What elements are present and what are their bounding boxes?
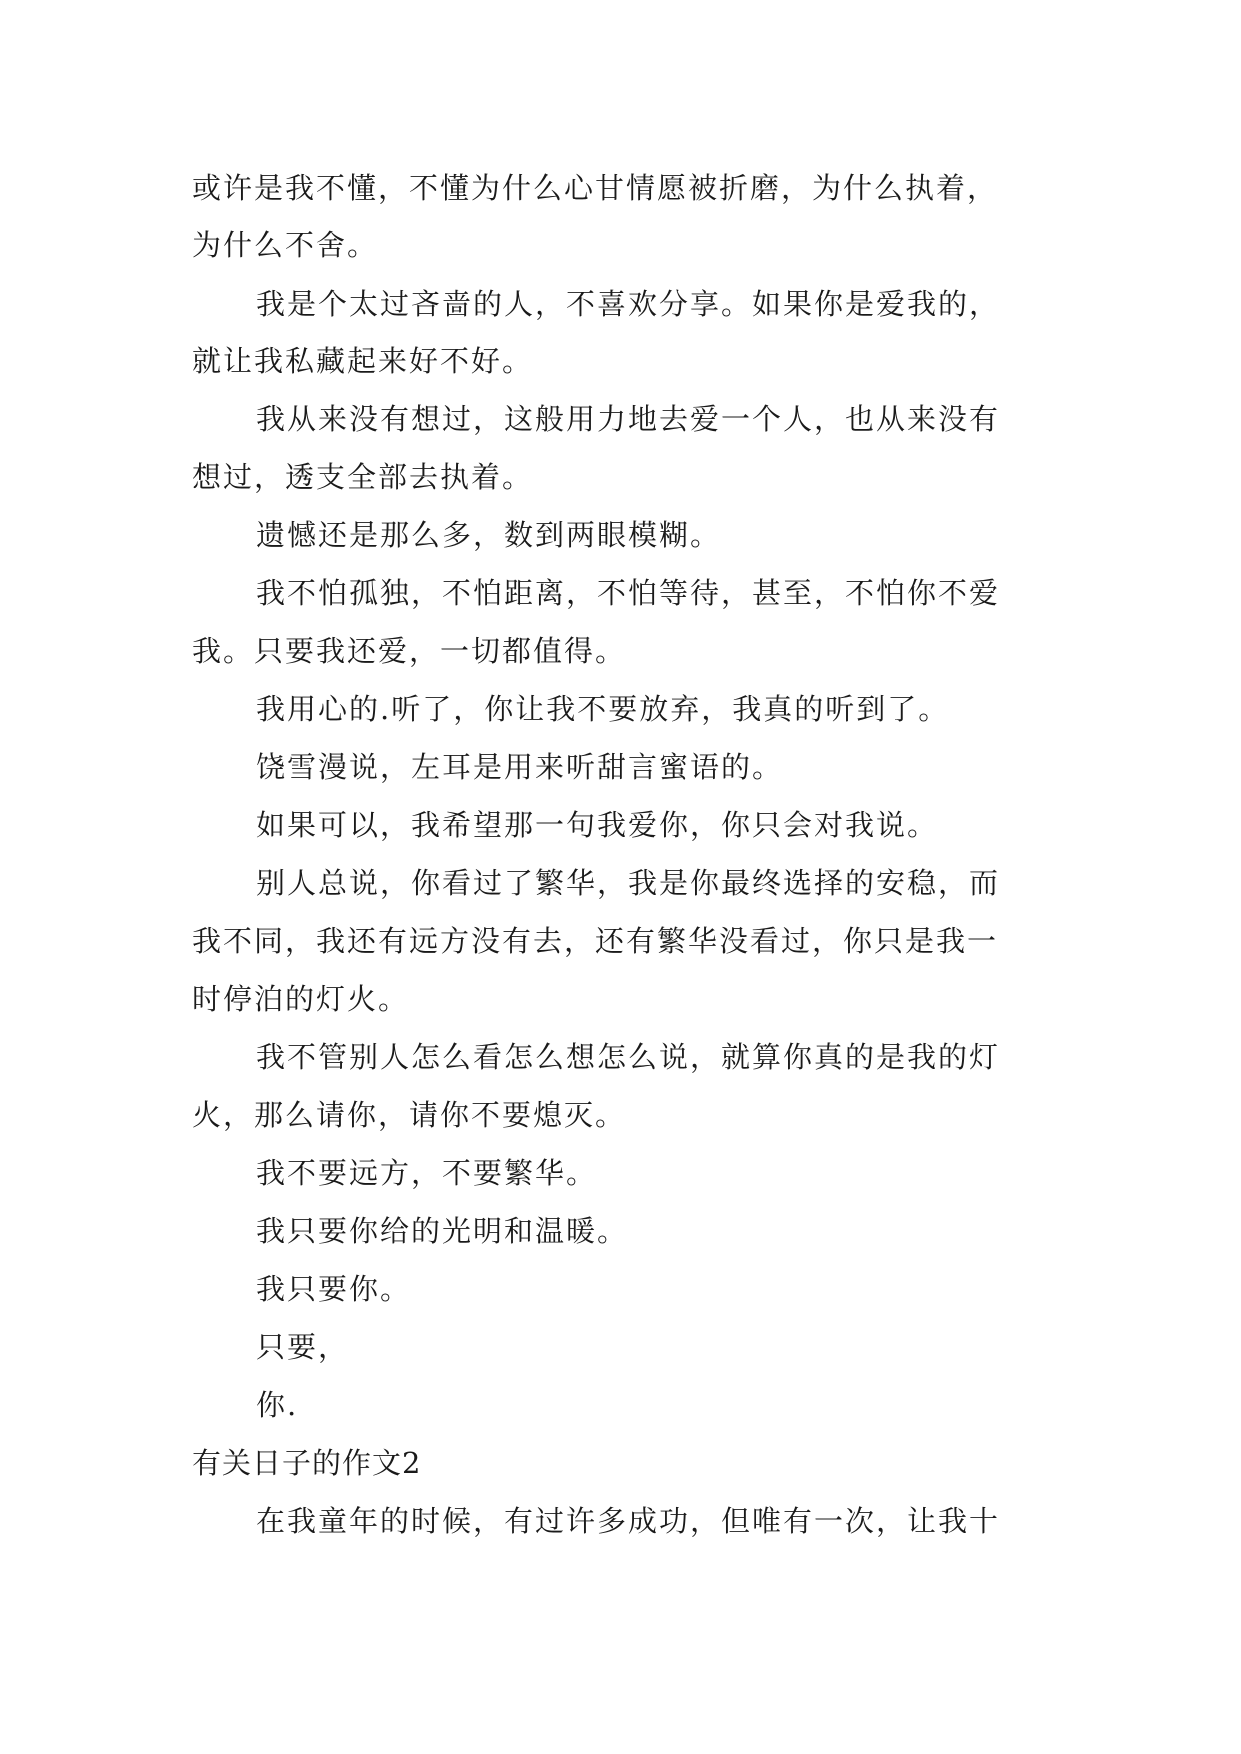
paragraph-line: 或许是我不懂，不懂为什么心甘情愿被折磨，为什么执着， — [192, 171, 999, 205]
paragraph-line: 别人总说，你看过了繁华，我是你最终选择的安稳，而 — [256, 866, 1001, 900]
paragraph-line: 我用心的.听了，你让我不要放弃，我真的听到了。 — [256, 692, 950, 726]
paragraph-line: 我不要远方，不要繁华。 — [256, 1156, 598, 1190]
paragraph-line: 时停泊的灯火。 — [192, 982, 410, 1016]
paragraph-line: 饶雪漫说，左耳是用来听甜言蜜语的。 — [256, 750, 784, 784]
paragraph-line: 就让我私藏起来好不好。 — [192, 344, 534, 378]
paragraph-line: 我不怕孤独，不怕距离，不怕等待，甚至，不怕你不爱 — [256, 576, 1001, 610]
paragraph-line: 遗憾还是那么多，数到两眼模糊。 — [256, 518, 722, 552]
paragraph-line: 如果可以，我希望那一句我爱你，你只会对我说。 — [256, 808, 939, 842]
paragraph-line: 我是个太过吝啬的人，不喜欢分享。如果你是爱我的， — [256, 287, 1001, 321]
paragraph-line: 火，那么请你，请你不要熄灭。 — [192, 1098, 627, 1132]
paragraph-line: 想过，透支全部去执着。 — [192, 460, 534, 494]
paragraph-line: 我。只要我还爱，一切都值得。 — [192, 634, 627, 668]
section-heading: 有关日子的作文2 — [192, 1446, 422, 1480]
paragraph-line: 我只要你。 — [256, 1272, 412, 1306]
paragraph-line: 为什么不舍。 — [192, 228, 379, 262]
paragraph-line: 在我童年的时候，有过许多成功，但唯有一次，让我十 — [256, 1504, 1001, 1538]
paragraph-line: 我只要你给的光明和温暖。 — [256, 1214, 629, 1248]
paragraph-line: 我不同，我还有远方没有去，还有繁华没看过，你只是我一 — [192, 924, 999, 958]
paragraph-line: 只要， — [256, 1330, 350, 1364]
paragraph-line: 我不管别人怎么看怎么想怎么说，就算你真的是我的灯 — [256, 1040, 1001, 1074]
paragraph-line: 你. — [256, 1388, 299, 1422]
paragraph-line: 我从来没有想过，这般用力地去爱一个人，也从来没有 — [256, 402, 1001, 436]
